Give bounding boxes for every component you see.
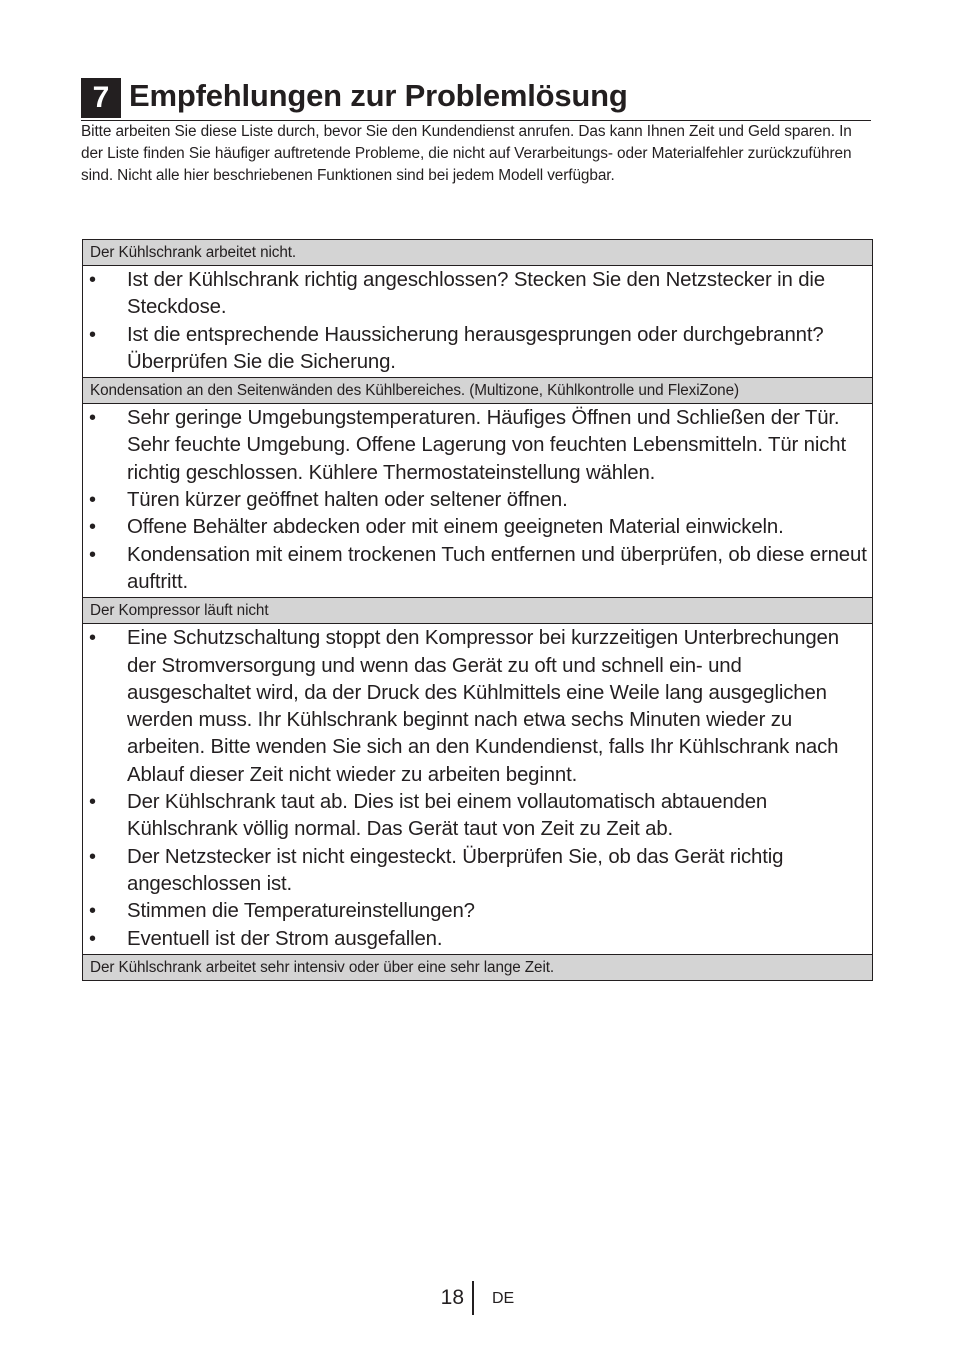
problem-header: Der Kühlschrank arbeitet sehr intensiv oder über eine sehr lange Zeit. bbox=[83, 955, 872, 981]
solution-list bbox=[83, 405, 872, 596]
bullet-icon: • bbox=[89, 927, 96, 950]
bullet-icon: • bbox=[89, 407, 96, 430]
chapter-heading bbox=[81, 76, 871, 121]
solution-list bbox=[83, 267, 872, 376]
solution-item bbox=[83, 405, 872, 487]
bullet-icon: • bbox=[89, 900, 96, 923]
solution-text: Ist der Kühlschrank richtig angeschlossen? Stecken Sie den Netzstecker in die Steckdose. bbox=[127, 269, 825, 319]
bullet-icon: • bbox=[89, 323, 96, 346]
solution-list-container bbox=[83, 266, 872, 378]
solution-list-container bbox=[83, 404, 872, 598]
solution-item bbox=[83, 789, 872, 844]
problem-header: Der Kompressor läuft nicht bbox=[83, 598, 872, 624]
troubleshooting-table bbox=[82, 239, 873, 981]
intro-paragraph: Bitte arbeiten Sie diese Liste durch, bevor Sie den Kundendienst anrufen. Das kann Ihnen Zeit und Geld sparen. In der Liste finden Sie häufiger auftretende Probleme, die nicht auf Verarbeitungs- oder Materialfehler zurückzuführen sind. Nicht alle hier beschriebenen Funktionen sind bei jedem Modell verfügbar. bbox=[81, 123, 852, 184]
solution-text: Kondensation mit einem trockenen Tuch entfernen und überprüfen, ob diese erneut auftritt. bbox=[127, 543, 867, 593]
solution-item bbox=[83, 487, 872, 514]
solution-text: Eventuell ist der Strom ausgefallen. bbox=[127, 927, 443, 950]
solution-item bbox=[83, 926, 872, 953]
solution-item bbox=[83, 267, 872, 322]
bullet-icon: • bbox=[89, 791, 96, 814]
solution-text: Stimmen die Temperatureinstellungen? bbox=[127, 900, 475, 923]
bullet-icon: • bbox=[89, 516, 96, 539]
chapter-number-badge: 7 bbox=[81, 78, 121, 118]
bullet-icon: • bbox=[89, 543, 96, 566]
solution-item bbox=[83, 625, 872, 789]
solution-item bbox=[83, 844, 872, 899]
solution-item bbox=[83, 322, 872, 377]
bullet-icon: • bbox=[89, 627, 96, 650]
solution-text: Der Netzstecker ist nicht eingesteckt. Überprüfen Sie, ob das Gerät richtig angeschlossen ist. bbox=[127, 845, 784, 895]
problem-header: Kondensation an den Seitenwänden des Kühlbereiches. (Multizone, Kühlkontrolle und FlexiZone) bbox=[83, 378, 872, 404]
bullet-icon: • bbox=[89, 489, 96, 512]
solution-item bbox=[83, 542, 872, 597]
solution-text: Der Kühlschrank taut ab. Dies ist bei einem vollautomatisch abtauenden Kühlschrank völlig normal. Das Gerät taut von Zeit zu Zeit ab. bbox=[127, 791, 768, 841]
language-code: DE bbox=[492, 1290, 515, 1307]
bullet-icon: • bbox=[89, 269, 96, 291]
solution-text: Ist die entsprechende Haussicherung herausgesprungen oder durchgebrannt? Überprüfen Sie die Sicherung. bbox=[127, 323, 824, 373]
solution-list bbox=[83, 625, 872, 953]
solution-list-container bbox=[83, 624, 872, 955]
chapter-title: Empfehlungen zur Problemlösung bbox=[129, 78, 628, 113]
solution-text: Sehr geringe Umgebungstemperaturen. Häufiges Öffnen und Schließen der Tür. Sehr feuchte Umgebung. Offene Lagerung von feuchten Lebensmitteln. Tür nicht richtig geschlossen. Kühlere Thermostateinstellung wählen. bbox=[127, 407, 846, 484]
problem-header: Der Kühlschrank arbeitet nicht. bbox=[83, 240, 872, 266]
bullet-icon: • bbox=[89, 845, 96, 868]
page-number: 18 bbox=[440, 1286, 464, 1309]
solution-text: Eine Schutzschaltung stoppt den Kompressor bei kurzzeitigen Unterbrechungen der Stromversorgung und wenn das Gerät zu oft und schnell ein- und ausgeschaltet wird, da der Druck des Kühlmittels eine Weile lang ausgeglichen werden muss. Ihr Kühlschrank beginnt nach etwa sechs Minuten wieder zu arbeiten. Bitte wenden Sie sich an den Kundendienst, falls Ihr Kühlschrank nach Ablauf dieser Zeit nicht wieder zu arbeiten beginnt. bbox=[127, 627, 839, 786]
footer-divider bbox=[472, 1281, 474, 1315]
solution-item bbox=[83, 898, 872, 925]
solution-text: Offene Behälter abdecken oder mit einem geeigneten Material einwickeln. bbox=[127, 516, 784, 539]
solution-item bbox=[83, 514, 872, 541]
solution-text: Türen kürzer geöffnet halten oder seltener öffnen. bbox=[127, 489, 568, 512]
